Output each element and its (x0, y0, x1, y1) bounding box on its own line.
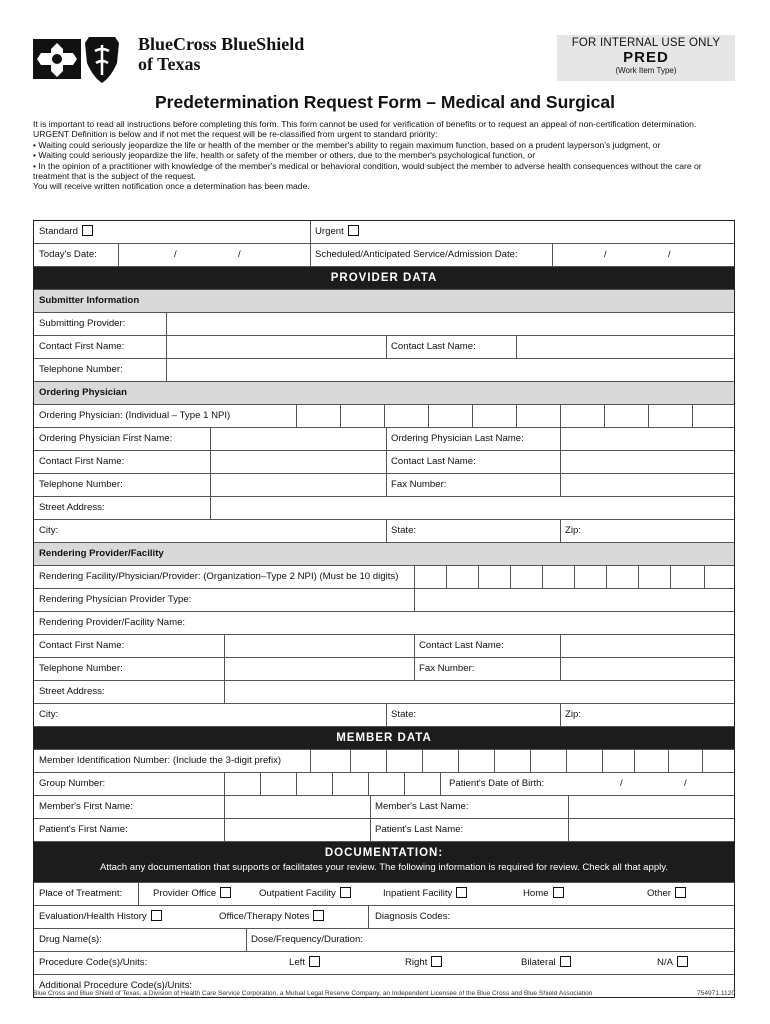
contact-last-field[interactable] (560, 635, 734, 657)
contact-first-label: Contact First Name: (39, 640, 125, 651)
rendering-type-row (34, 588, 734, 611)
rendering-name-label: Rendering Provider/Facility Name: (39, 617, 186, 628)
dose-label: Dose/Frequency/Duration: (251, 934, 363, 945)
member-first-label: Member's First Name: (39, 801, 134, 812)
work-item-label: (Work Item Type) (615, 66, 677, 75)
instruction-text: It is important to read all instructions before completing this form. This form cannot be used for verification of benefits or to request an appeal of non-certification determination. (33, 119, 697, 129)
rendering-heading-label: Rendering Provider/Facility (39, 548, 164, 559)
place-of-treatment-label: Place of Treatment: (39, 888, 123, 899)
city-label: City: (39, 525, 59, 536)
member-data-header: MEMBER DATA (34, 726, 734, 749)
rendering-name-row (34, 611, 734, 634)
outpatient-option (254, 883, 351, 905)
rendering-type-label: Rendering Physician Provider Type: (39, 594, 192, 605)
street-label: Street Address: (39, 502, 105, 513)
ordering-last-label: Ordering Physician Last Name: (391, 433, 524, 444)
procedure-row (34, 951, 734, 974)
rendering-name-field[interactable] (224, 612, 734, 634)
submitter-contact-row (34, 335, 734, 358)
ordering-heading-label: Ordering Physician (39, 387, 127, 398)
documentation-subtitle: Attach any documentation that supports or facilitates your review. The following information is required for review. Check all that apply. (99, 862, 669, 873)
urgent-definition: URGENT Definition is below and if not met the request will be re-classified from urgent to standard priority: (33, 129, 438, 140)
member-last-field[interactable] (568, 796, 734, 818)
eval-history-label: Evaluation/Health History (39, 911, 147, 922)
ordering-last-field[interactable] (560, 428, 734, 450)
drug-names-label: Drug Name(s): (39, 934, 102, 945)
cross-shield-icon (33, 33, 133, 85)
rendering-npi-label: Rendering Facility/Physician/Provider: (Organization–Type 2 NPI) (Must be 10 digits) (39, 571, 399, 582)
urgent-label: Urgent (315, 226, 344, 237)
group-number-label: Group Number: (39, 778, 106, 789)
contact-first-field[interactable] (166, 336, 386, 358)
bilateral-checkbox[interactable] (560, 956, 571, 967)
telephone-label: Telephone Number: (39, 364, 123, 375)
outpatient-checkbox[interactable] (340, 887, 351, 898)
rendering-contact-row (34, 634, 734, 657)
contact-last-field[interactable] (516, 336, 734, 358)
urgent-checkbox[interactable] (348, 225, 359, 236)
outpatient-label: Outpatient Facility (259, 888, 336, 899)
submitter-info-heading (34, 289, 734, 312)
ordering-first-label: Ordering Physician First Name: (39, 433, 173, 444)
service-date-label: Scheduled/Anticipated Service/Admission Date: (315, 249, 518, 260)
therapy-notes-checkbox[interactable] (313, 910, 324, 921)
fax-label: Fax Number: (391, 479, 447, 490)
instructions (33, 119, 733, 192)
footer-text: Blue Cross and Blue Shield of Texas, a Division of Health Care Service Corporation, a Mutual Legal Reserve Company, an Independent Licensee of the Blue Cross and Blue Shield Association (33, 990, 593, 997)
telephone-field[interactable] (210, 474, 386, 496)
provider-office-checkbox[interactable] (220, 887, 231, 898)
standard-label: Standard (39, 226, 78, 237)
ordering-city-row (34, 519, 734, 542)
group-number-field[interactable] (224, 773, 440, 795)
left-label: Left (289, 957, 306, 968)
fax-label: Fax Number: (419, 663, 475, 674)
right-option (400, 952, 442, 974)
inpatient-checkbox[interactable] (456, 887, 467, 898)
contact-first-field[interactable] (224, 635, 414, 657)
na-label: N/A (657, 957, 673, 968)
date-slash: / (174, 249, 177, 260)
street-field[interactable] (210, 497, 734, 519)
rendering-npi-row (34, 565, 734, 588)
patient-last-label: Patient's Last Name: (375, 824, 464, 835)
rendering-npi-field[interactable] (414, 566, 734, 588)
na-option (652, 952, 688, 974)
dates-row (34, 243, 734, 266)
ordering-street-row (34, 496, 734, 519)
telephone-label: Telephone Number: (39, 479, 123, 490)
member-name-row (34, 795, 734, 818)
urgent-option (310, 221, 359, 243)
fax-field[interactable] (560, 658, 734, 680)
therapy-notes-option (214, 906, 324, 928)
records-row (34, 905, 734, 928)
rendering-type-field[interactable] (414, 589, 734, 611)
documentation-header (34, 841, 734, 882)
logo-name: BlueCross BlueShield (138, 34, 305, 54)
member-id-field[interactable] (310, 750, 734, 772)
member-id-label: Member Identification Number: (Include the 3-digit prefix) (39, 755, 282, 766)
page-title: Predetermination Request Form – Medical and Surgical (155, 92, 615, 112)
contact-first-label: Contact First Name: (39, 456, 125, 467)
zip-label: Zip: (565, 709, 581, 720)
bilateral-option (516, 952, 571, 974)
ordering-phone-row (34, 473, 734, 496)
patient-dob-field[interactable] (554, 773, 734, 795)
ordering-npi-label: Ordering Physician: (Individual – Type 1 NPI) (39, 410, 231, 421)
zip-label: Zip: (565, 525, 581, 536)
eval-history-option (34, 906, 162, 928)
documentation-title: DOCUMENTATION: (324, 847, 444, 859)
notification-text: You will receive written notification once a determination has been made. (33, 181, 310, 192)
submitter-heading-label: Submitter Information (39, 295, 140, 306)
inpatient-label: Inpatient Facility (383, 888, 453, 899)
city-label: City: (39, 709, 59, 720)
telephone-field[interactable] (224, 658, 414, 680)
street-field[interactable] (224, 681, 734, 703)
date-slash: / (668, 249, 671, 260)
telephone-field[interactable] (166, 359, 734, 381)
member-last-label: Member's Last Name: (375, 801, 469, 812)
other-option (642, 883, 686, 905)
home-label: Home (523, 888, 549, 899)
procedure-codes-label: Procedure Code(s)/Units: (39, 957, 148, 968)
home-checkbox[interactable] (553, 887, 564, 898)
diagnosis-codes-label: Diagnosis Codes: (375, 911, 451, 922)
work-item-code: PRED (623, 49, 669, 66)
state-label: State: (391, 709, 417, 720)
drug-row (34, 928, 734, 951)
right-label: Right (405, 957, 428, 968)
rendering-street-row (34, 680, 734, 703)
left-checkbox[interactable] (309, 956, 320, 967)
therapy-notes-label: Office/Therapy Notes (219, 911, 310, 922)
telephone-label: Telephone Number: (39, 663, 123, 674)
ordering-npi-field[interactable] (296, 405, 734, 427)
fax-field[interactable] (560, 474, 734, 496)
date-slash: / (604, 249, 607, 260)
submitter-phone-row (34, 358, 734, 381)
date-slash: / (684, 778, 687, 789)
priority-row (34, 221, 734, 243)
rendering-provider-heading (34, 542, 734, 565)
internal-use-label: FOR INTERNAL USE ONLY (571, 37, 721, 49)
ordering-physician-heading (34, 381, 734, 404)
date-slash: / (238, 249, 241, 260)
provider-office-label: Provider Office (153, 888, 217, 899)
patient-name-row (34, 818, 734, 841)
urgent-bullet: • Waiting could seriously jeopardize the life, health or safety of the member or others, due to the member's psychological function, or (33, 150, 536, 161)
footer (33, 990, 735, 997)
eval-history-checkbox[interactable] (151, 910, 162, 921)
patient-first-label: Patient's First Name: (39, 824, 128, 835)
ordering-name-row (34, 427, 734, 450)
urgent-bullet: • Waiting could seriously jeopardize the life or health of the member or the member's ability to regain maximum function, based on a prudent layperson's judgment, or (33, 139, 661, 150)
todays-date-label: Today's Date: (39, 249, 97, 260)
provider-data-header: PROVIDER DATA (34, 266, 734, 289)
other-checkbox[interactable] (675, 887, 686, 898)
submitting-provider-field[interactable] (166, 313, 734, 335)
submitting-provider-row (34, 312, 734, 335)
ordering-first-field[interactable] (210, 428, 386, 450)
additional-procedure-label: Additional Procedure Code(s)/Units: (39, 980, 193, 991)
member-first-field[interactable] (224, 796, 370, 818)
contact-last-label: Contact Last Name: (419, 640, 504, 651)
urgent-bullet: • In the opinion of a practitioner with knowledge of the member's medical or behavioral condition, would subject the member to adverse health consequences without the care or treatment that is the subject of the request. (33, 160, 702, 182)
internal-use-box (557, 35, 735, 81)
street-label: Street Address: (39, 686, 105, 697)
right-checkbox[interactable] (431, 956, 442, 967)
bcbs-logo (33, 33, 133, 85)
left-option (284, 952, 320, 974)
contact-last-label: Contact Last Name: (391, 456, 476, 467)
rendering-phone-row (34, 657, 734, 680)
contact-last-field[interactable] (560, 451, 734, 473)
member-id-row (34, 749, 734, 772)
contact-first-label: Contact First Name: (39, 341, 125, 352)
contact-first-field[interactable] (210, 451, 386, 473)
ordering-contact-row (34, 450, 734, 473)
logo-region: of Texas (138, 54, 201, 74)
form-code: 754971.1120 (696, 990, 735, 997)
service-date-field[interactable] (552, 244, 734, 266)
provider-office-option (148, 883, 231, 905)
place-of-treatment-row (34, 882, 734, 905)
standard-checkbox[interactable] (82, 225, 93, 236)
bilateral-label: Bilateral (521, 957, 556, 968)
home-option (518, 883, 564, 905)
request-form (33, 220, 735, 998)
inpatient-option (378, 883, 467, 905)
contact-last-label: Contact Last Name: (391, 341, 476, 352)
patient-last-field[interactable] (568, 819, 734, 841)
standard-option (34, 221, 310, 243)
patient-first-field[interactable] (224, 819, 370, 841)
submitting-provider-label: Submitting Provider: (39, 318, 126, 329)
state-label: State: (391, 525, 417, 536)
na-checkbox[interactable] (677, 956, 688, 967)
ordering-npi-row (34, 404, 734, 427)
group-number-row (34, 772, 734, 795)
date-slash: / (620, 778, 623, 789)
patient-dob-label: Patient's Date of Birth: (449, 778, 545, 789)
todays-date-field[interactable] (118, 244, 310, 266)
other-label: Other (647, 888, 671, 899)
rendering-city-row (34, 703, 734, 726)
